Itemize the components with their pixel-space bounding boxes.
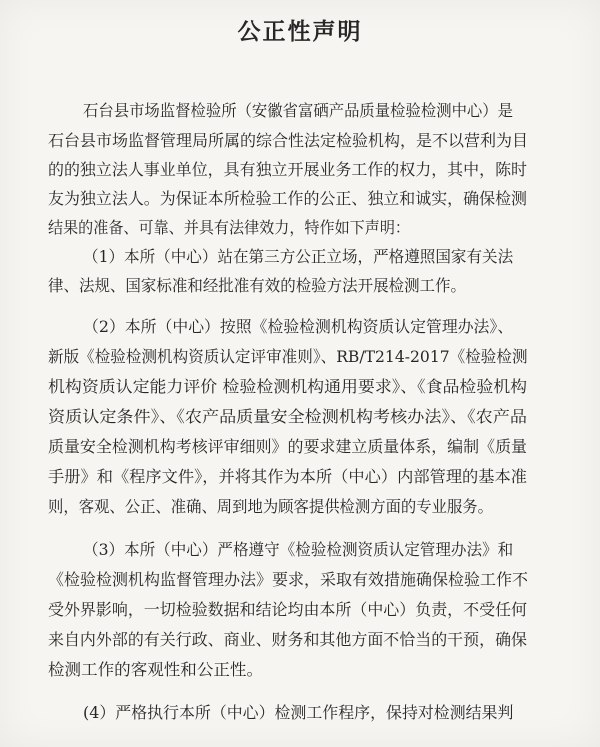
body-line-10: 机构资质认定能力评价 检验检测机构通用要求》、《食品检验机构 (48, 377, 528, 396)
document-title: 公正性声明 (237, 19, 363, 45)
body-line-1: 石台县市场监督检验所（安徽省富硒产品质量检验检测中心）是 (83, 101, 514, 120)
body-line-6: （1）本所（中心）站在第三方公正立场，严格遵照国家有关法 (83, 247, 514, 266)
body-line-14: 则，客观、公正、准确、周到地为顾客提供检测方面的专业服务。 (48, 497, 494, 516)
body-line-2: 石台县市场监督管理局所属的综合性法定检验机构，是不以营利为目 (48, 131, 529, 150)
body-line-19: 检测工作的客观性和公正性。 (48, 660, 264, 679)
body-line-15: （3）本所（中心）严格遵守《检验检测资质认定管理办法》和 (83, 540, 514, 559)
body-line-9: 新版《检验检测机构资质认定评审准则》、RB/T214-2017《检验检测 (48, 347, 528, 366)
body-line-3: 的的独立法人事业单位，具有独立开展业务工作的权力，其中，陈时 (48, 160, 528, 179)
body-line-16: 《检验检测机构监督管理办法》要求，采取有效措施确保检验工作不 (48, 570, 529, 589)
body-line-8: （2）本所（中心）按照《检验检测机构资质认定管理办法》、 (83, 317, 514, 336)
body-line-12: 质量安全检测机构考核评审细则》的要求建立质量体系，编制《质量 (48, 437, 528, 456)
body-line-17: 受外界影响，一切检验数据和结论均由本所（中心）负责，不受任何 (48, 600, 528, 619)
body-line-13: 手册》和《程序文件》，并将其作为本所（中心）内部管理的基本准 (48, 467, 528, 486)
body-line-18: 来自内外部的有关行政、商业、财务和其他方面不恰当的干预，确保 (48, 630, 528, 649)
body-line-4: 友为独立法人。为保证本所检验工作的公正、独立和诚实，确保检测 (48, 189, 528, 208)
body-line-5: 结果的准备、可靠、并具有法律效力，特作如下声明： (48, 218, 411, 237)
body-line-11: 资质认定条件》、《农产品质量安全检测机构考核办法》、《农产品 (48, 407, 528, 426)
body-line-20: (4）严格执行本所（中心）检测工作程序，保持对检测结果判 (83, 703, 514, 722)
body-line-7: 律、法规、国家标准和经批准有效的检验方法开展检测工作。 (48, 276, 467, 295)
